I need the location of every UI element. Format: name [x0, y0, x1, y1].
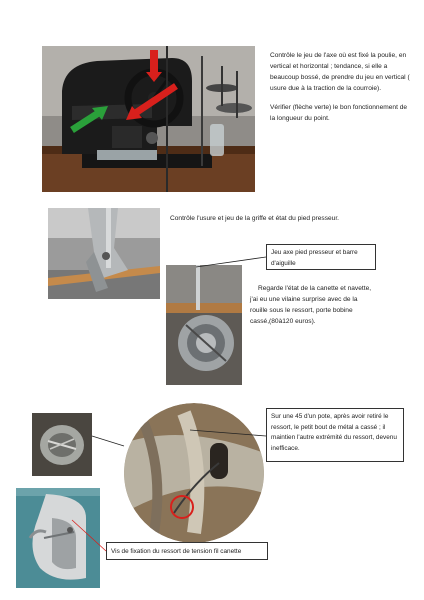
- axe-poulie-text: [270, 50, 412, 124]
- pied-presseur-callout: Jeu axe pied presseur et barre d'aiguille: [266, 244, 376, 270]
- broken-spring-closeup: [124, 403, 264, 543]
- vis-callout: Vis de fixation du ressort de tension fil canette: [106, 542, 268, 560]
- griffe-text: Contrôle l'usure et jeu de la griffe et état du pied presseur.: [170, 215, 340, 222]
- sewing-machine-photo: [42, 46, 255, 192]
- shuttle-race-photo: [32, 413, 92, 476]
- bobbin-shuttle-photo: [166, 265, 242, 385]
- presser-foot-photo: [48, 208, 160, 299]
- axe-poulie-paragraph-1: Contrôle le jeu de l'axe où est fixé la poulie, en vertical et horizontal ; tendance, si elle a beaucoup bossé, de prendre du jeu en vertical ( usure due à la traction de la courroie).: [270, 52, 410, 92]
- axe-poulie-paragraph-2: Vérifier (flèche verte) le bon fonctionnement de la longueur du point.: [270, 104, 408, 122]
- ressort-callout: Sur une 45 d'un pote, après avoir retiré le ressort, le petit bout de métal a cassé ; il maintien l'autre extrémité du ressort, devenu inefficace.: [266, 408, 404, 462]
- canette-text: Regarde l'état de la canette et navette, j'ai eu une vilaine surprise avec de la rouille sous le ressort, porte bobine cassé,(80à120 euros).: [250, 285, 372, 325]
- bobbin-case-photo: [16, 488, 100, 588]
